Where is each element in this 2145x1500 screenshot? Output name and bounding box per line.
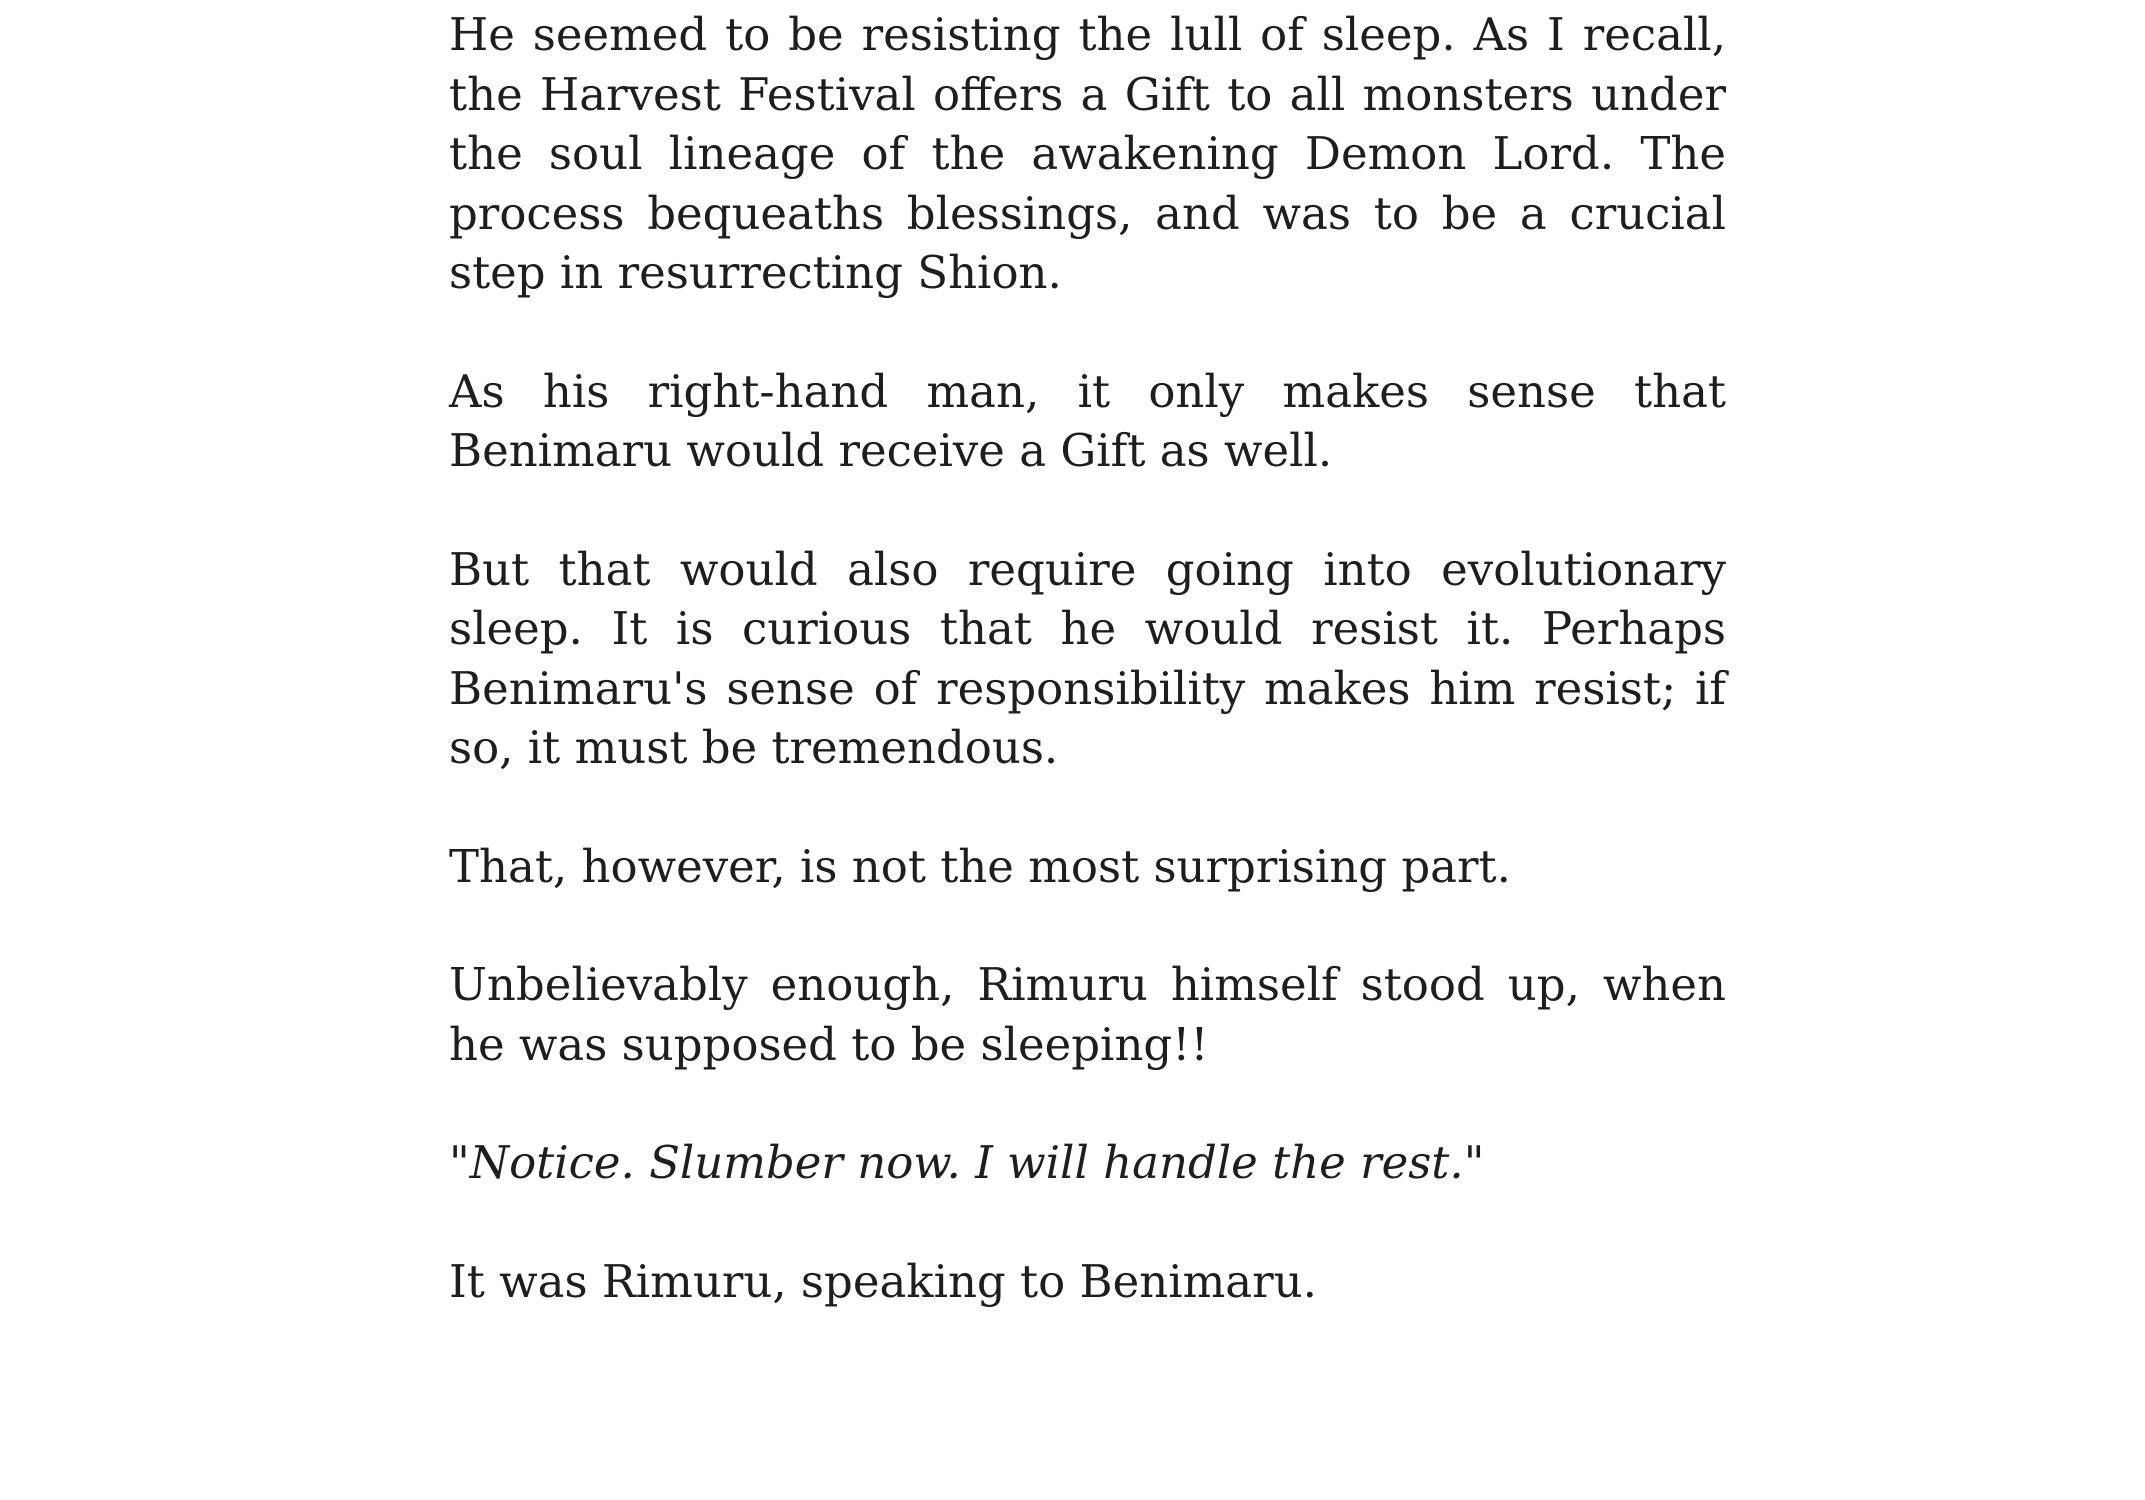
paragraph-right-hand-man: As his right-hand man, it only makes sense that Benimaru would receive a Gift as well. bbox=[449, 364, 1726, 477]
paragraph-evolutionary-sleep: But that would also require going into evolutionary sleep. It is curious that he would resist it. Perhaps Benimaru's sense of responsibility makes him resist; if so, it must be tremendous. bbox=[449, 542, 1726, 774]
text-column bbox=[449, 0, 1726, 1311]
paragraph-rimuru-stood-up: Unbelievably enough, Rimuru himself stood up, when he was supposed to be sleeping!! bbox=[449, 958, 1726, 1071]
paragraph-harvest-festival: He seemed to be resisting the lull of sleep. As I recall, the Harvest Festival offers a Gift to all monsters under the soul lineage of the awakening Demon Lord. The process bequeaths blessings, and was to be a crucial step in resurrecting Shion. bbox=[449, 8, 1726, 299]
paragraph-surprising-part: That, however, is not the most surprising part. bbox=[449, 839, 1511, 893]
paragraph-speaking-to-benimaru: It was Rimuru, speaking to Benimaru. bbox=[449, 1254, 1317, 1308]
paragraph-notice-quote: "Notice. Slumber now. I will handle the rest." bbox=[449, 1136, 1485, 1189]
